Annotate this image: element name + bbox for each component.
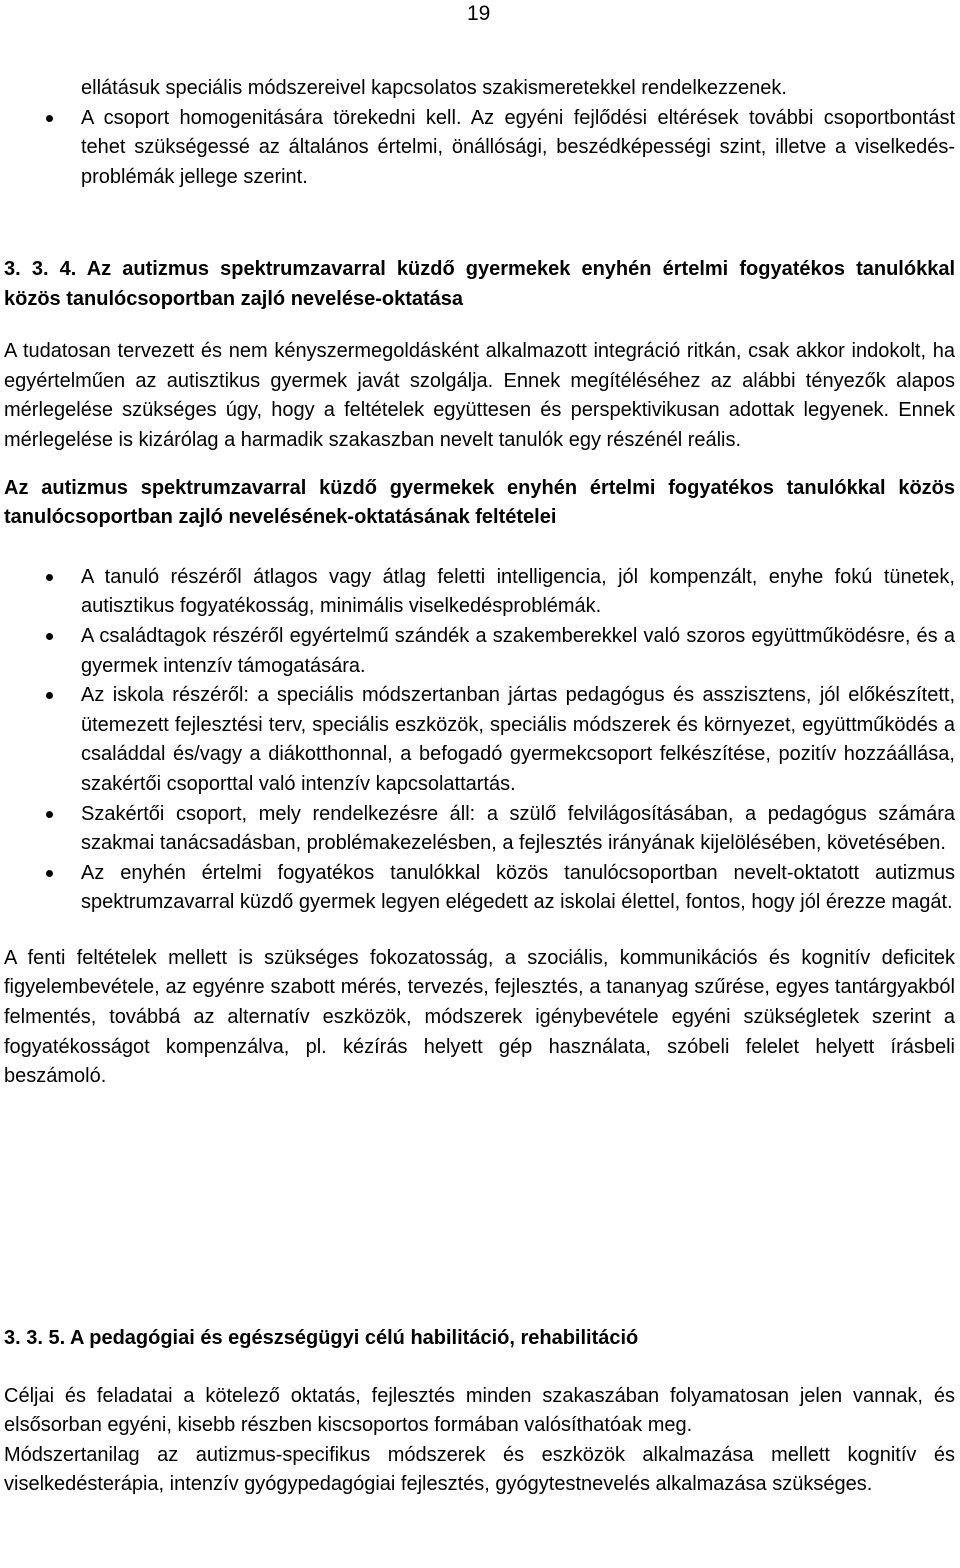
top-list-block bbox=[4, 74, 955, 192]
section-3-3-4 bbox=[4, 255, 955, 1092]
list-item: ellátásuk speciális módszereivel kapcsolatos szakismeretekkel rendelkezzenek. bbox=[81, 77, 787, 99]
paragraph: A tudatosan tervezett és nem kényszermegoldásként alkalmazott integráció ritkán, csak akkor indokolt, ha egyértelműen az autisztikus gyermek javát szolgálja. Ennek megítéléséhez az alábbi tényezők alapos mérlegelése szükséges úgy, hogy a feltételek együttesen és perspektivikusan adottak legyenek. Ennek mérlegelése is kizárólag a harmadik szakaszban nevelt tanulók egy részénél reális. bbox=[4, 340, 955, 451]
conditions-list bbox=[4, 563, 955, 918]
list-item: Az iskola részéről: a speciális módszertanban jártas pedagógus és asszisztens, jól előkészített, ütemezett fejlesztési terv, speciális eszközök, speciális módszerek és környezet, együttműködés a családdal és/vagy a diákotthonnal, a befogadó gyermekcsoport felkészítése, pozitív hozzáállása, szakértői csoporttal való intenzív kapcsolattartás. bbox=[4, 681, 955, 799]
list-item: A tanuló részéről átlagos vagy átlag feletti intelligencia, jól kompenzált, enyhe fokú tünetek, autisztikus fogyatékosság, minimális viselkedésproblémák. bbox=[4, 563, 955, 622]
top-bullet-list bbox=[4, 74, 955, 192]
list-item: Az enyhén értelmi fogyatékos tanulókkal közös tanulócsoportban nevelt-oktatott autizmus spektrumzavarral küzdő gyermek legyen elégedett az iskolai élettel, fontos, hogy jól érezze magát. bbox=[4, 859, 955, 918]
section-3-3-5 bbox=[4, 1324, 955, 1500]
page-number: 19 bbox=[467, 2, 491, 25]
section-heading: 3. 3. 4. Az autizmus spektrumzavarral küzdő gyermekek enyhén értelmi fogyatékos tanulókkal közös tanulócsoportban zajló nevelése-oktatása bbox=[4, 258, 955, 310]
section-heading: 3. 3. 5. A pedagógiai és egészségügyi célú habilitáció, rehabilitáció bbox=[4, 1327, 639, 1349]
closing-paragraph: A fenti feltételek mellett is szükséges fokozatosság, a szociális, kommunikációs és kognitív deficitek figyelembevétele, az egyénre szabott mérés, tervezés, fejlesztés, a tananyag szűrése, egyes tantárgyakból felmentés, továbbá az alternatív eszközök, módszerek igénybevétele egyéni szükségletek szerint a fogyatékosságot kompenzálva, pl. kézírás helyett gép használata, szóbeli felelet helyett írásbeli beszámoló. bbox=[4, 946, 955, 1088]
list-item: Szakértői csoport, mely rendelkezésre áll: a szülő felvilágosításában, a pedagógus számára szakmai tanácsadásban, problémakezelésben, a fejlesztés irányának kijelölésében, követésében. bbox=[4, 800, 955, 859]
list-item: A családtagok részéről egyértelmű szándék a szakemberekkel való szoros együttműködésre, és a gyermek intenzív támogatására. bbox=[4, 622, 955, 681]
list-item: A csoport homogenitására törekedni kell. Az egyéni fejlődési eltérések további csoportbontást tehet szükségessé az általános értelmi, önállósági, beszédképességi szint, illetve a viselkedés-problémák jellege szerint. bbox=[4, 104, 955, 193]
subheading: Az autizmus spektrumzavarral küzdő gyermekek enyhén értelmi fogyatékos tanulókkal közös tanulócsoportban zajló nevelésének-oktatásának feltételei bbox=[4, 476, 955, 529]
paragraph: Céljai és feladatai a kötelező oktatás, fejlesztés minden szakaszában folyamatosan jelen vannak, és elsősorban egyéni, kisebb részben kiscsoportos formában valósíthatóak meg. bbox=[4, 1384, 955, 1437]
paragraph: Módszertanilag az autizmus-specifikus módszerek és eszközök alkalmazása mellett kognitív és viselkedésterápia, intenzív gyógypedagógiai fejlesztés, gyógytestnevelés alkalmazása szükséges. bbox=[4, 1443, 955, 1496]
